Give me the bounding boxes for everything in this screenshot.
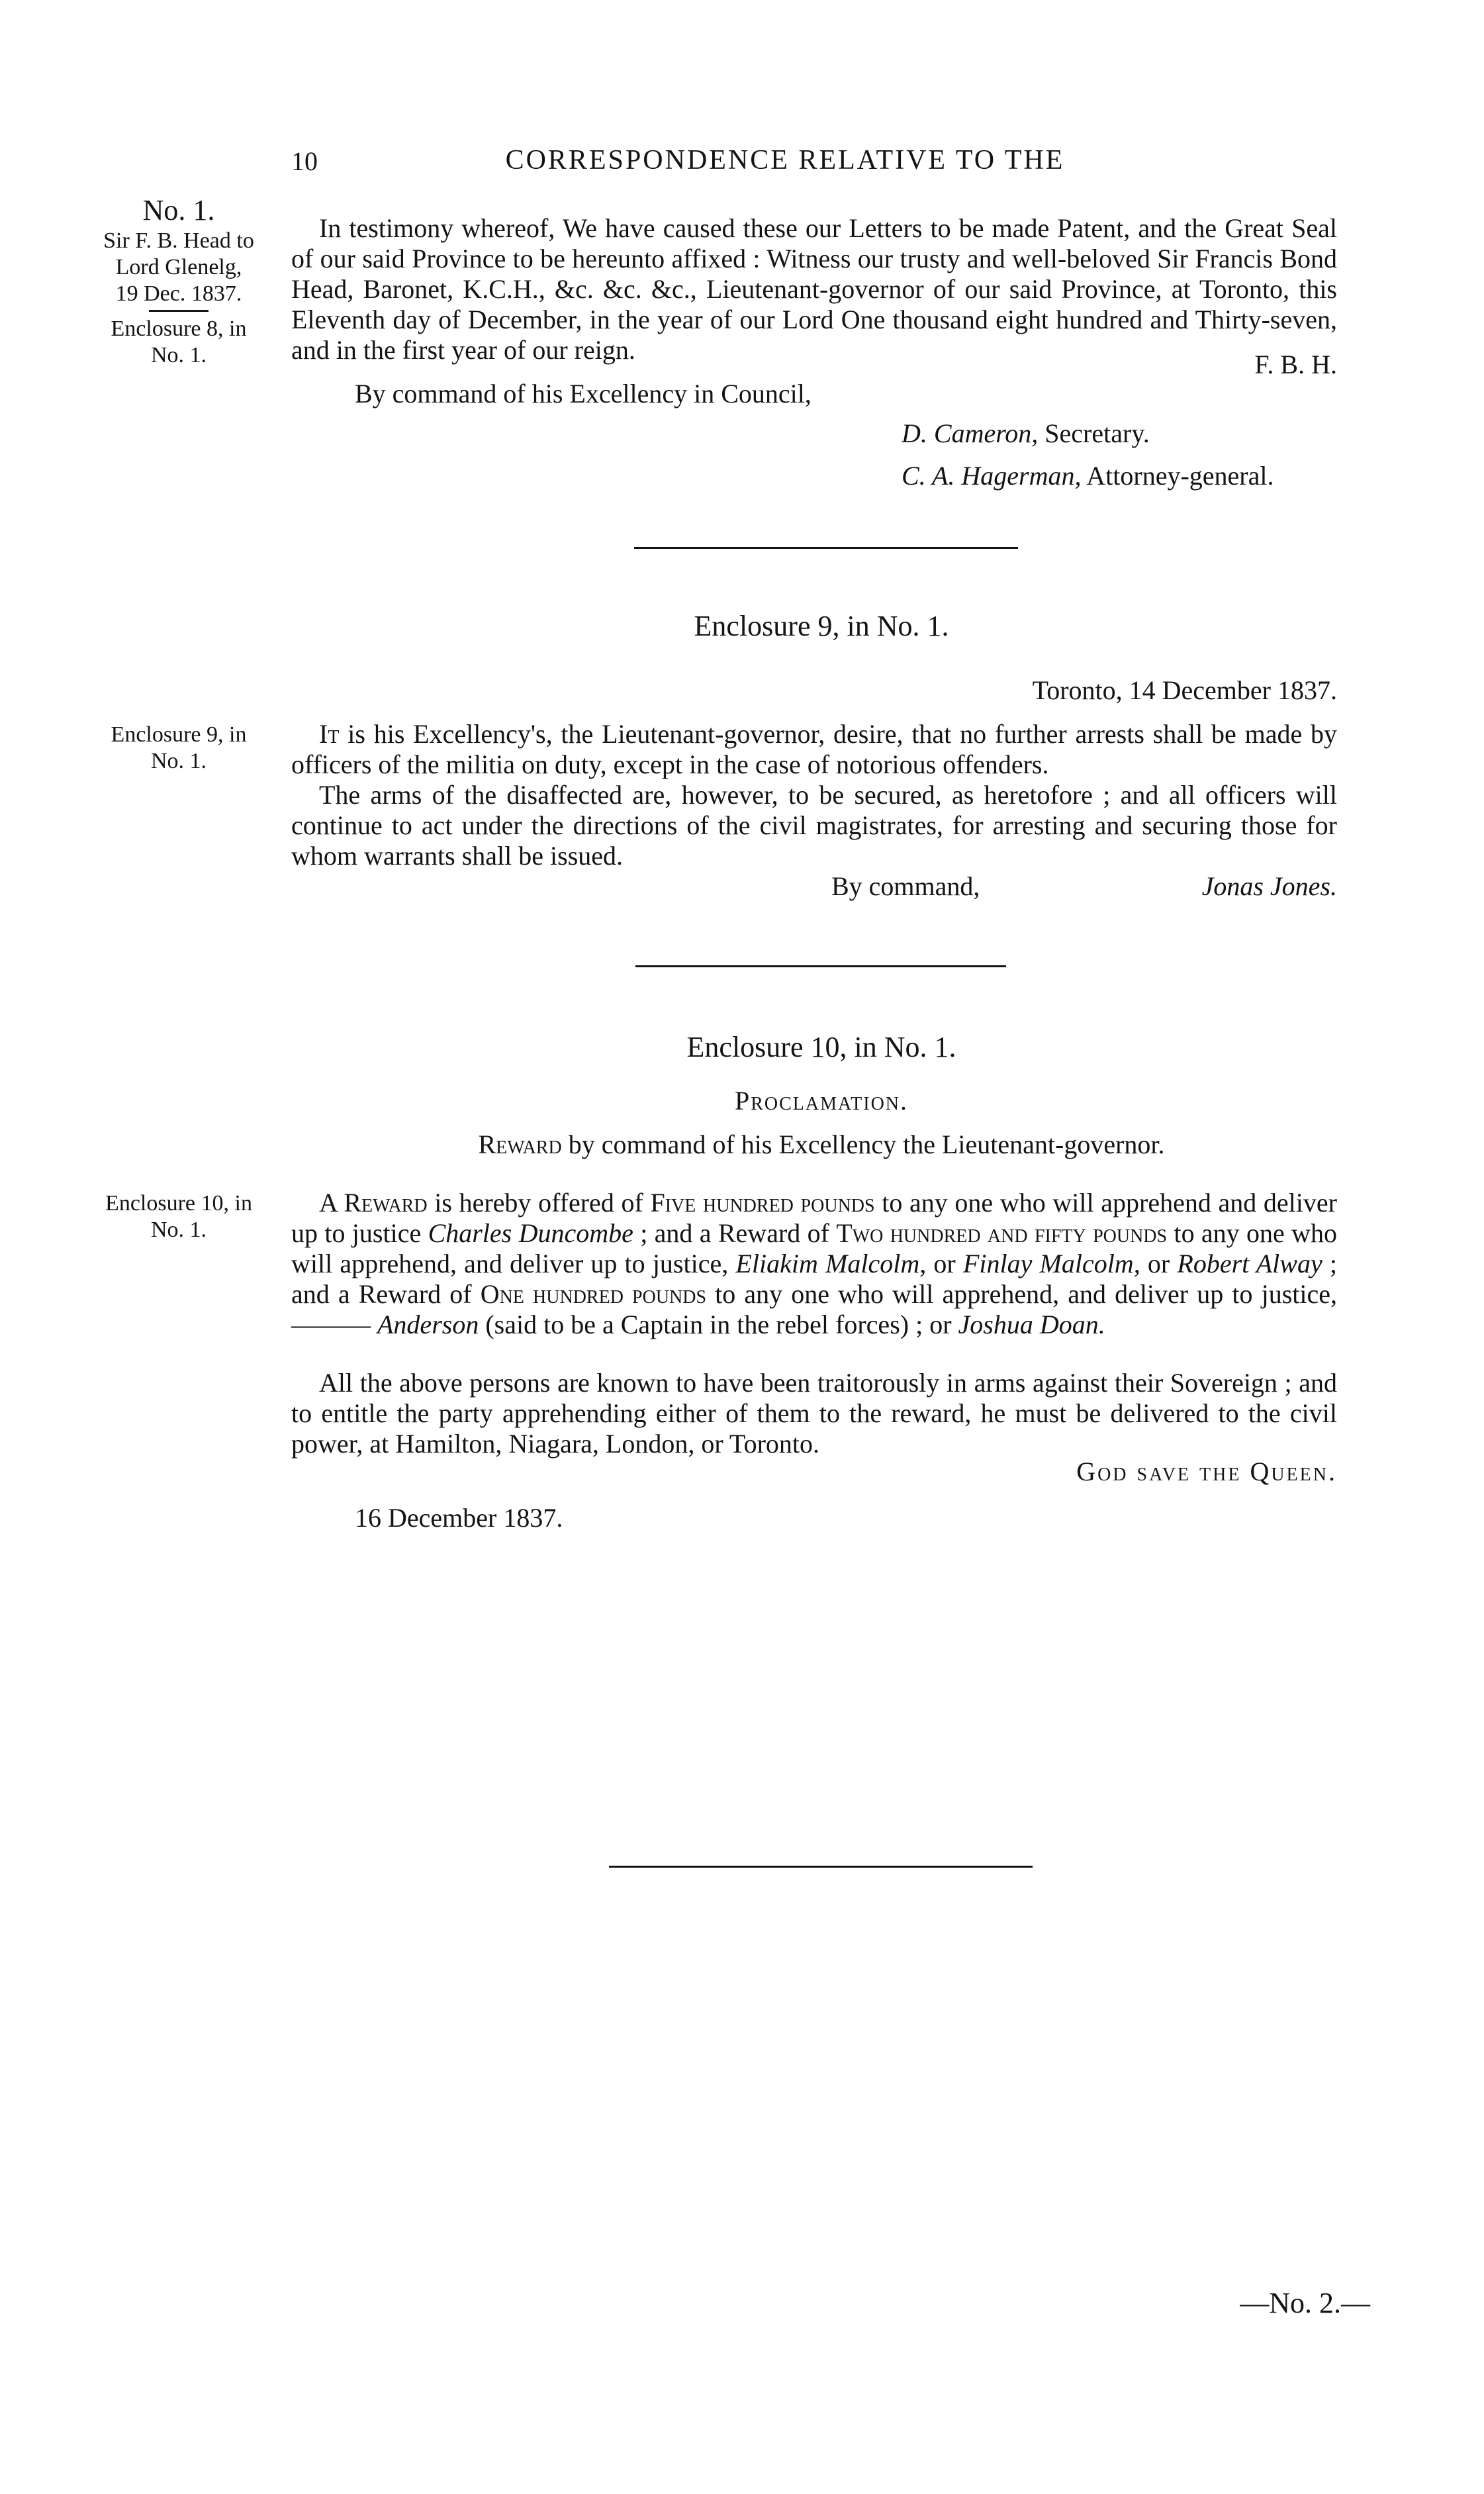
p1-one-hundred: One hundred pounds — [480, 1279, 707, 1309]
margin-no: No. 1. — [142, 194, 215, 226]
p1-g: or — [1140, 1249, 1178, 1278]
enclosure9-paragraph2: The arms of the disaffected are, however, to be secured, as heretofore ; and all officers will continue to act under the directions of the civil magistrates, for arresting and securing those for whom warrants shall be issued. — [291, 780, 1337, 871]
signature-hagerman — [902, 461, 1274, 491]
p1-f: or — [926, 1249, 963, 1278]
reward-subtitle-rest: by command of his Excellency the Lieutenant-governor. — [561, 1129, 1165, 1159]
p1-five-hundred: Five hundred pounds — [650, 1188, 875, 1218]
p1-i: to any one who will apprehend, and deliver up to justice, ——— — [291, 1279, 1337, 1339]
enclosure9-heading: Enclosure 9, in No. 1. — [694, 610, 949, 642]
enclosure8-initials: F. B. H. — [1254, 350, 1337, 379]
proclamation-title — [0, 1086, 1484, 1116]
enclosure10-heading: Enclosure 10, in No. 1. — [686, 1031, 956, 1063]
section-divider-2 — [635, 965, 1006, 967]
margin-note-top — [73, 193, 285, 369]
enclosure8-paragraph: In testimony whereof, We have caused these our Letters to be made Patent, and the Great Seal of our said Province to be hereunto affixed : Witness our trusty and well-beloved Sir Francis Bond Head, Baronet, K.C.H., &c. &c. &c., Lieutenant-governor of our said Province, at Toronto, this Eleventh day of December, in the year of our Lord One thousand eight hundred and Thirty-seven, and in the first year of our reign. — [291, 213, 1337, 365]
enclosure8-command: By command of his Excellency in Council, — [355, 379, 812, 408]
signature-hagerman-name: C. A. Hagerman, — [902, 461, 1082, 491]
enclosure9-signature: Jonas Jones. — [1201, 871, 1337, 901]
p1-d: ; and a Reward of — [633, 1218, 837, 1248]
signature-cameron — [902, 418, 1150, 449]
p1-b: is hereby offered of — [427, 1188, 651, 1218]
signature-cameron-name: D. Cameron, — [902, 418, 1039, 448]
page-number: 10 — [291, 146, 318, 176]
enclosure10-date: 16 December 1837. — [355, 1503, 563, 1533]
margin-enc8-line2: No. 1. — [150, 343, 207, 367]
p1-doan: Joshua Doan. — [958, 1310, 1105, 1339]
enclosure9-lead-word: It — [319, 719, 340, 749]
enclosure10-paragraph1 — [291, 1188, 1337, 1340]
reward-word: Reward — [478, 1129, 562, 1159]
margin-note-enc10 — [73, 1190, 285, 1243]
margin-line3: 19 Dec. 1837. — [115, 281, 242, 306]
enclosure9-by-command: By command, — [831, 871, 980, 901]
reward-subtitle — [0, 1129, 1484, 1160]
god-save-the-queen — [291, 1457, 1337, 1487]
margin-enc9-line1: Enclosure 9, in — [111, 722, 247, 747]
section-divider-1 — [634, 547, 1018, 549]
p1-c: to any one who will apprehend and deliver up to justice — [291, 1188, 1337, 1248]
proclamation-word: Proclamation. — [734, 1086, 909, 1116]
margin-enc8-line1: Enclosure 8, in — [111, 316, 247, 341]
p1-duncombe: Charles Duncombe — [428, 1218, 633, 1248]
p1-a: A — [319, 1188, 344, 1218]
p1-reward: Reward — [344, 1188, 428, 1218]
running-head: CORRESPONDENCE RELATIVE TO THE — [505, 145, 1065, 175]
p1-anderson: Anderson — [377, 1310, 479, 1339]
signature-hagerman-title: Attorney-general. — [1086, 461, 1274, 491]
signature-cameron-title: Secretary. — [1044, 418, 1150, 448]
margin-note-enc9 — [73, 722, 285, 775]
margin-line2: Lord Glenelg, — [115, 255, 242, 279]
p1-j: (said to be a Captain in the rebel forces) ; or — [479, 1310, 958, 1339]
p1-finlay: Finlay Malcolm, — [962, 1249, 1140, 1278]
margin-enc10-line1: Enclosure 10, in — [105, 1191, 252, 1216]
margin-line1: Sir F. B. Head to — [103, 228, 254, 253]
enclosure9-p1-text: is his Excellency's, the Lieutenant-governor, desire, that no further arrests shall be made by officers of the militia on duty, except in the case of notorious offenders. — [291, 719, 1337, 779]
p1-two-hundred-fifty: Two hundred and fifty pounds — [836, 1218, 1168, 1248]
p1-e: to any one who will apprehend, and deliver up to justice, — [291, 1218, 1337, 1278]
p1-eliakim: Eliakim Malcolm, — [735, 1249, 927, 1278]
catchword: —No. 2.— — [1240, 2287, 1370, 2319]
margin-enc9-line2: No. 1. — [150, 749, 207, 773]
enclosure10-paragraph2: All the above persons are known to have been traitorously in arms against their Sovereign ; and to entitle the party apprehending either of them to the reward, he must be delivered to the civil power, at Hamilton, Niagara, London, or Toronto. — [291, 1368, 1337, 1459]
margin-enc10-line2: No. 1. — [150, 1218, 207, 1242]
p1-h: ; and a Reward of — [291, 1249, 1337, 1309]
enclosure9-dateline: Toronto, 14 December 1837. — [1032, 675, 1337, 705]
p1-alway: Robert Alway — [1177, 1249, 1322, 1278]
margin-rule — [149, 310, 209, 312]
enclosure9-paragraph1 — [291, 719, 1337, 780]
god-save-text: God save the Queen. — [1076, 1457, 1337, 1486]
section-divider-3 — [609, 1866, 1033, 1868]
